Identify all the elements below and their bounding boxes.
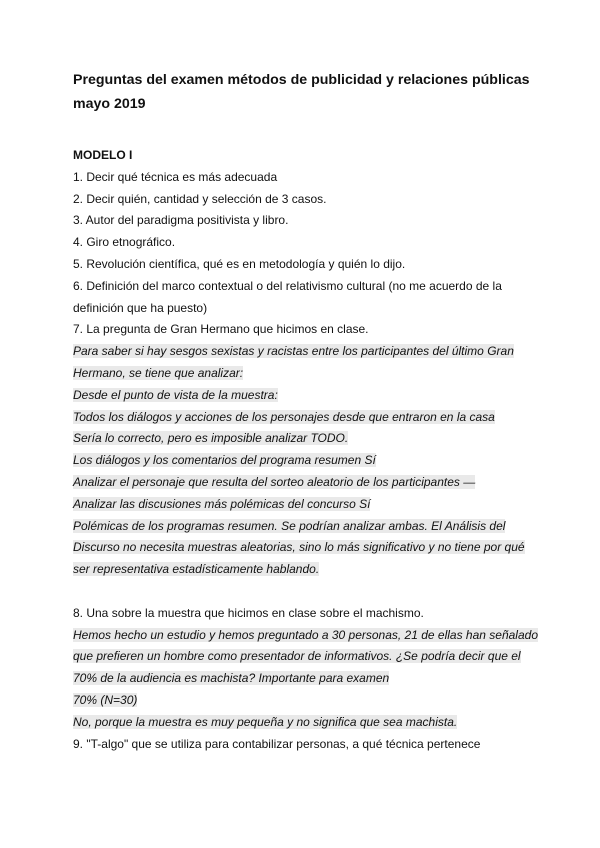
answer-line — [73, 385, 543, 407]
question-5: 5. Revolución científica, qué es en metodología y quién lo dijo. — [73, 256, 406, 271]
answer-line — [73, 690, 543, 712]
model-heading: MODELO I — [73, 148, 133, 162]
answer-text: No, porque la muestra es muy pequeña y no significa que sea machista. — [73, 714, 458, 729]
question-3: 3. Autor del paradigma positivista y libro. — [73, 213, 289, 228]
answer-text: Analizar las discusiones más polémicas del concurso Sí — [73, 496, 371, 511]
answer-text: Polémicas de los programas resumen. Se podrían analizar ambas. El Análisis del Discurso no necesita muestras aleatorias, sino lo más significativo y no tiene por qué ser representativa estadísticamente hablando. — [73, 518, 525, 577]
answer-line — [73, 472, 543, 494]
answer-text: Sería lo correcto, pero es imposible analizar TODO. — [73, 431, 349, 446]
question-4: 4. Giro etnográfico. — [73, 235, 176, 250]
answer-line — [73, 494, 543, 516]
answer-text: Desde el punto de vista de la muestra: — [73, 387, 278, 402]
document-title: Preguntas del examen métodos de publicidad y relaciones públicas mayo 2019 — [73, 72, 530, 112]
answer-text: Analizar el personaje que resulta del sorteo aleatorio de los participantes — — [73, 474, 476, 489]
answer-line — [73, 341, 543, 385]
question-2: 2. Decir quién, cantidad y selección de 3 casos. — [73, 191, 327, 206]
answer-line — [73, 428, 543, 450]
answer-text: Hemos hecho un estudio y hemos preguntado a 30 personas, 21 de ellas han señalado que prefieren un hombre como presentador de informativos. ¿Se podría decir que el 70% de la audiencia es machista? Importante para examen — [73, 627, 538, 686]
spacer — [73, 581, 543, 603]
question-1: 1. Decir qué técnica es más adecuada — [73, 169, 278, 184]
document-body — [73, 145, 543, 755]
answer-text: 70% (N=30) — [73, 692, 138, 707]
answer-text: Los diálogos y los comentarios del programa resumen Sí — [73, 453, 376, 468]
question-7: 7. La pregunta de Gran Hermano que hicimos en clase. — [73, 322, 369, 337]
answer-line — [73, 450, 543, 472]
answer-line — [73, 712, 543, 734]
question-9: 9. "T-algo" que se utiliza para contabilizar personas, a qué técnica pertenece — [73, 736, 481, 751]
answer-line — [73, 625, 543, 690]
answer-text: Todos los diálogos y acciones de los personajes desde que entraron en la casa — [73, 409, 495, 424]
question-8: 8. Una sobre la muestra que hicimos en clase sobre el machismo. — [73, 605, 424, 620]
answer-line — [73, 407, 543, 429]
question-6: 6. Definición del marco contextual o del relativismo cultural (no me acuerdo de la definición que ha puesto) — [73, 278, 502, 315]
answer-line — [73, 516, 543, 581]
answer-text: Para saber si hay sesgos sexistas y racistas entre los participantes del último Gran Hermano, se tiene que analizar: — [73, 344, 514, 380]
